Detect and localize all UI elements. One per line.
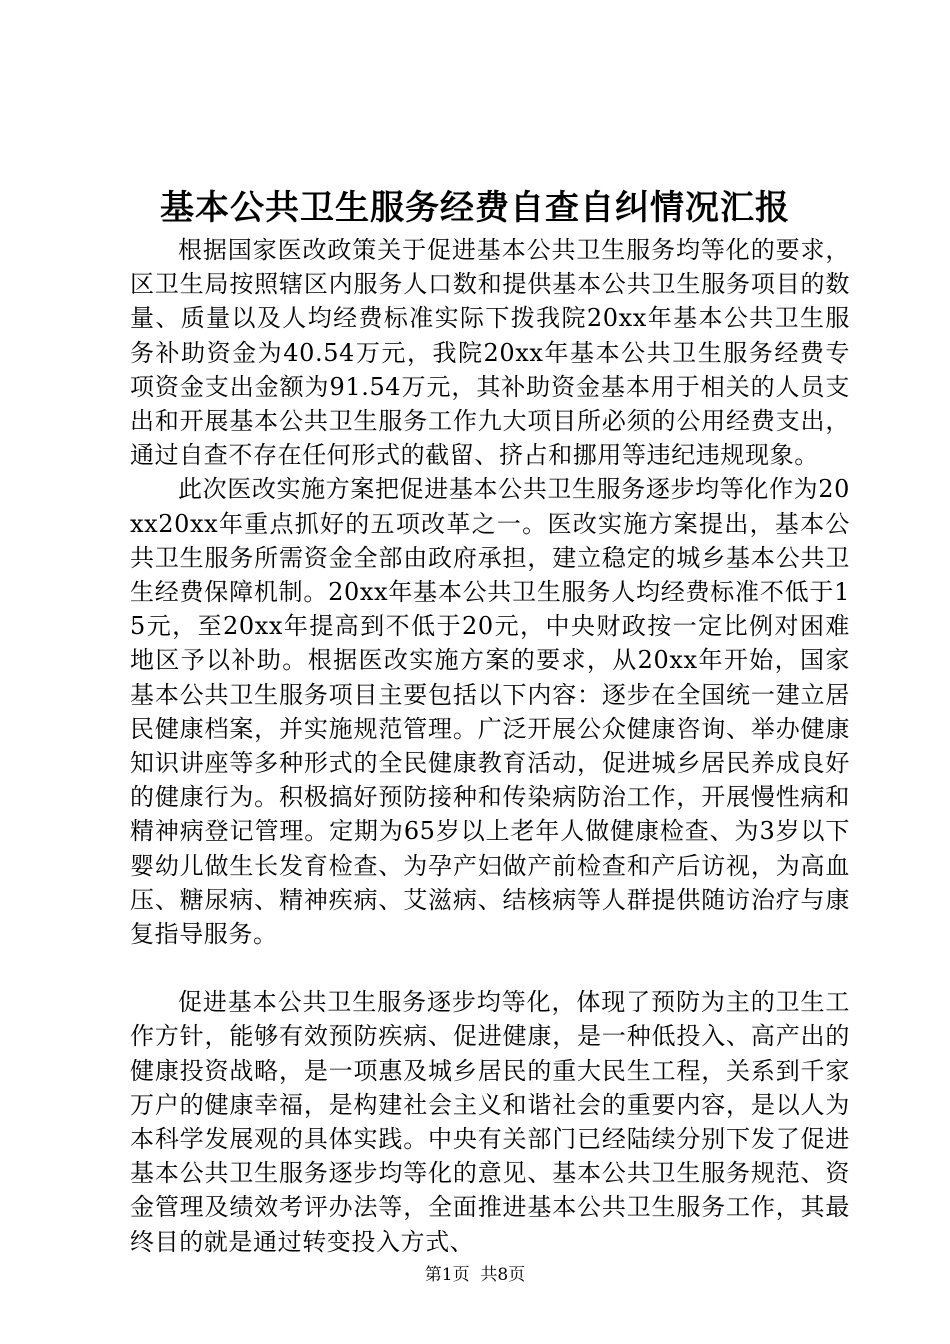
page-footer (0, 1264, 950, 1286)
paragraph-3: 促进基本公共卫生服务逐步均等化，体现了预防为主的卫生工作方针，能够有效预防疾病、促进健康，是一种低投入、高产出的健康投资战略，是一项惠及城乡居民的重大民生工程，关系到千家万户的健康幸福，是构建社会主义和谐社会的重要内容，是以人为本科学发展观的具体实践。中央有关部门已经陆续分别下发了促进基本公共卫生服务逐步均等化的意见、基本公共卫生服务规范、资金管理及绩效考评办法等，全面推进基本公共卫生服务工作，其最终目的就是通过转变投入方式、 (130, 988, 850, 1256)
document-body (130, 233, 850, 1259)
paragraph-2: 此次医改实施方案把促进基本公共卫生服务逐步均等化作为20xx20xx年重点抓好的五项改革之一。医改实施方案提出，基本公共卫生服务所需资金全部由政府承担，建立稳定的城乡基本公共卫生经费保障机制。20xx年基本公共卫生服务人均经费标准不低于15元，至20xx年提高到不低于20元，中央财政按一定比例对困难地区予以补助。根据医改实施方案的要求，从20xx年开始，国家基本公共卫生服务项目主要包括以下内容：逐步在全国统一建立居民健康档案，并实施规范管理。广泛开展公众健康咨询、举办健康知识讲座等多种形式的全民健康教育活动，促进城乡居民养成良好的健康行为。积极搞好预防接种和传染病防治工作，开展慢性病和精神病登记管理。定期为65岁以上老年人做健康检查、为3岁以下婴幼儿做生长发育检查、为孕产妇做产前检查和产后访视，为高血压、糖尿病、精神疾病、艾滋病、结核病等人群提供随访治疗与康复指导服务。 (130, 475, 850, 949)
document-title: 基本公共卫生服务经费自查自纠情况汇报 (160, 188, 790, 228)
page-number: 第1页 共8页 (424, 1265, 526, 1285)
paragraph-1: 根据国家医改政策关于促进基本公共卫生服务均等化的要求，区卫生局按照辖区内服务人口数和提供基本公共卫生服务项目的数量、质量以及人均经费标准实际下拨我院20xx年基本公共卫生服务补助资金为40.54万元，我院20xx年基本公共卫生服务经费专项资金支出金额为91.54万元，其补助资金基本用于相关的人员支出和开展基本公共卫生服务工作九大项目所必须的公用经费支出，通过自查不存在任何形式的截留、挤占和挪用等违纪违规现象。 (130, 236, 850, 470)
